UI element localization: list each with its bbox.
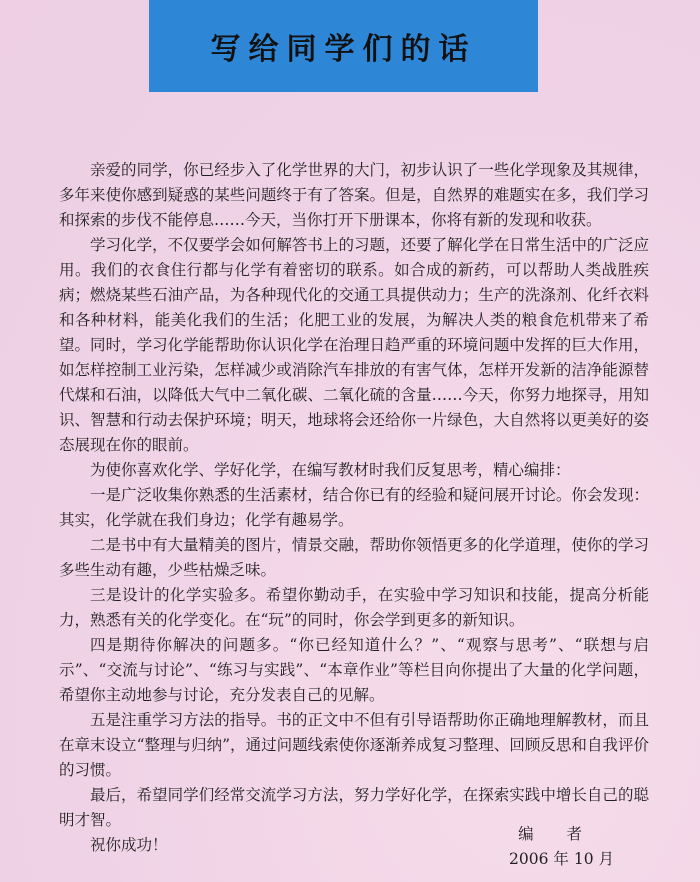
paragraph-point-three: 三是设计的化学实验多。希望你勤动手，在实验中学习知识和技能，提高分析能力，熟悉有关的化学变化。在“玩”的同时，你会学到更多的新知识。	[59, 586, 649, 629]
author-label: 编 者	[518, 825, 596, 843]
paragraph-point-one: 一是广泛收集你熟悉的生活素材，结合你已有的经验和疑问展开讨论。你会发现：其实，化学就在我们身边；化学有趣易学。	[59, 486, 649, 529]
signoff	[494, 822, 614, 872]
paragraph-wish: 祝你成功！	[90, 836, 168, 854]
paragraph-intro: 亲爱的同学，你已经步入了化学世界的大门，初步认识了一些化学现象及其规律，多年来使你感到疑惑的某些问题终于有了答案。但是，自然界的难题实在多，我们学习和探索的步伐不能停息……今天，当你打开下册课本，你将有新的发现和收获。	[59, 161, 649, 229]
title-banner	[149, 0, 538, 92]
paragraph-point-five: 五是注重学习方法的指导。书的正文中不但有引导语帮助你正确地理解教材，而且在章末设立“整理与归纳”，通过问题线索使你逐渐养成复习整理、回顾反思和自我评价的习惯。	[59, 711, 649, 779]
paragraph-point-two: 二是书中有大量精美的图片，情景交融，帮助你领悟更多的化学道理，使你的学习多些生动有趣，少些枯燥乏味。	[59, 536, 649, 579]
paragraph-closing: 最后，希望同学们经常交流学习方法，努力学好化学，在探索实践中增长自己的聪明才智。	[59, 786, 649, 829]
paragraph-application: 学习化学，不仅要学会如何解答书上的习题，还要了解化学在日常生活中的广泛应用。我们的衣食住行都与化学有着密切的联系。如合成的新药，可以帮助人类战胜疾病；燃烧某些石油产品，为各种现代化的交通工具提供动力；生产的洗涤剂、化纤衣料和各种材料，能美化我们的生活；化肥工业的发展，为解决人类的粮食危机带来了希望。同时，学习化学能帮助你认识化学在治理日趋严重的环境问题中发挥的巨大作用，如怎样控制工业污染，怎样减少或消除汽车排放的有害气体，怎样开发新的洁净能源替代煤和石油，以降低大气中二氧化碳、二氧化硫的含量……今天，你努力地探寻，用知识、智慧和行动去保护环境；明天，地球将会还给你一片绿色，大自然将以更美好的姿态展现在你的眼前。	[59, 236, 649, 454]
page-title: 写给同学们的话	[210, 32, 477, 67]
date-label: 2006 年 10 月	[509, 850, 614, 868]
paragraph-design-intro: 为使你喜欢化学、学好化学，在编写教材时我们反复思考，精心编排：	[90, 461, 571, 479]
paragraph-point-four: 四是期待你解决的问题多。“你已经知道什么？”、“观察与思考”、“联想与启示”、“交流与讨论”、“练习与实践”、“本章作业”等栏目向你提出了大量的化学问题，希望你主动地参与讨论，充分发表自己的见解。	[59, 636, 649, 704]
letter-body	[59, 158, 649, 858]
